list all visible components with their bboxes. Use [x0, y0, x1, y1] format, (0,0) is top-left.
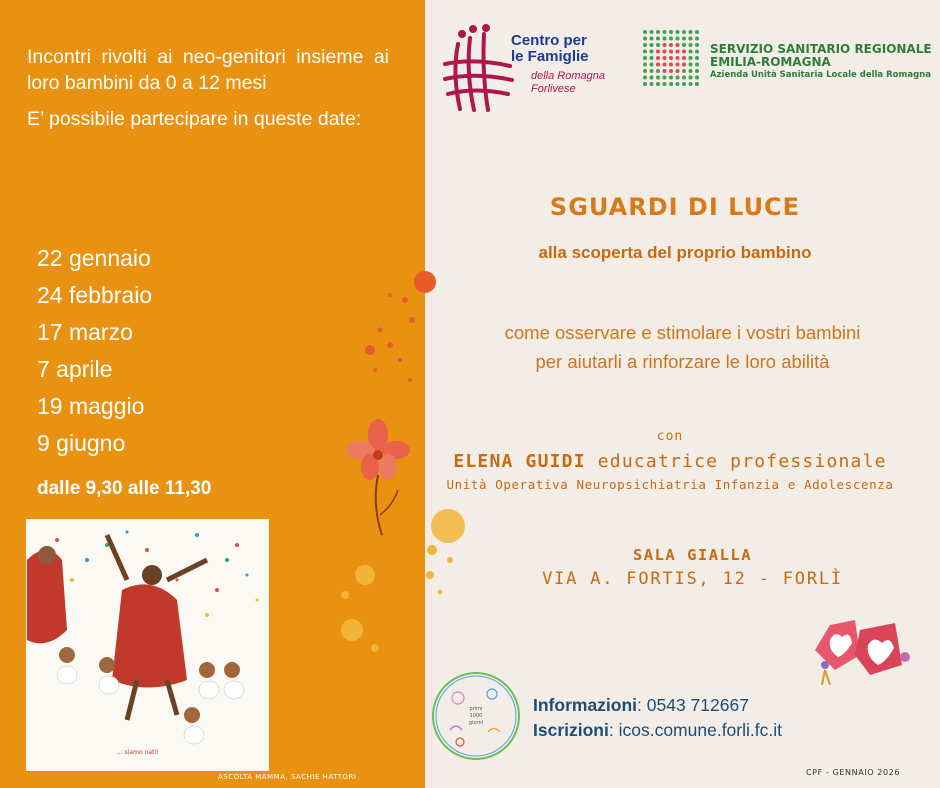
event-title: SGUARDI DI LUCE [549, 193, 801, 221]
event-subtitle: alla scoperta del proprio bambino [538, 243, 812, 262]
ssr-dot [695, 50, 699, 54]
date-item: 22 gennaio [37, 245, 151, 271]
ssr-dot [643, 37, 647, 41]
registration-label: Iscrizioni [533, 720, 609, 740]
cpf-logo-subtitle [531, 70, 605, 96]
ssr-line-2: EMILIA-ROMAGNA [710, 55, 831, 69]
ssr-dot [695, 43, 699, 47]
ssr-dot [682, 56, 686, 60]
ssr-dot [643, 30, 647, 34]
date-item: 9 giugno [37, 430, 126, 456]
ssr-dot [695, 63, 699, 67]
ssr-dot [669, 82, 673, 86]
info-phone[interactable]: 0543 712667 [641, 695, 749, 715]
description-line-1: come osservare e stimolare i vostri bambini [504, 322, 861, 343]
ssr-dot [656, 43, 660, 47]
ssr-dot [663, 56, 667, 60]
ssr-dot [643, 76, 647, 80]
ssr-dot [663, 50, 667, 54]
ssr-logo-text [710, 43, 932, 82]
intro-text [27, 44, 389, 142]
registration-website[interactable]: icos.comune.forli.fc.it [613, 720, 782, 740]
cpf-sub-line-1: della Romagna [531, 70, 605, 82]
date-item: 17 marzo [37, 319, 133, 345]
ssr-dot [669, 76, 673, 80]
description-line-2: per aiutarli a rinforzare le loro abilità [535, 351, 830, 372]
cpf-title-line-1: Centro per [511, 32, 587, 49]
ssr-dot [643, 43, 647, 47]
date-item: 7 aprile [37, 356, 113, 382]
ssr-dot [656, 37, 660, 41]
ssr-dot [643, 50, 647, 54]
ssr-dot [650, 76, 654, 80]
ssr-dot [676, 30, 680, 34]
intro-line-1: Incontri rivolti ai neo-genitori insieme ai loro bambini da 0 a 12 mesi [27, 46, 389, 94]
venue-address: VIA A. FORTIS, 12 - FORLÌ [542, 569, 843, 589]
ssr-dot [682, 76, 686, 80]
ssr-dot [663, 76, 667, 80]
cpf-title-line-2: le Famiglie [511, 48, 589, 65]
ssr-dot [663, 30, 667, 34]
info-label: Informazioni [533, 695, 638, 715]
ssr-dot [689, 82, 693, 86]
dates-list [37, 240, 152, 462]
ssr-dot [689, 50, 693, 54]
ssr-dot [656, 30, 660, 34]
ssr-dot [650, 30, 654, 34]
ssr-dot [643, 82, 647, 86]
ssr-dot [650, 43, 654, 47]
cpf-sub-line-2: Forlivese [531, 83, 576, 95]
ssr-dot [650, 82, 654, 86]
ssr-line-1: SERVIZIO SANITARIO REGIONALE [710, 42, 932, 56]
ssr-dot [676, 56, 680, 60]
ssr-dot [650, 50, 654, 54]
ssr-dot [650, 37, 654, 41]
hearts-decoration [810, 615, 920, 695]
info-row: Informazioni: 0543 712667 [533, 695, 749, 715]
ssr-dot [643, 56, 647, 60]
ssr-dot [682, 43, 686, 47]
ssr-dot [695, 82, 699, 86]
ssr-logo-icon [641, 28, 701, 88]
ssr-dot [689, 76, 693, 80]
ssr-dot [695, 76, 699, 80]
ssr-dot [656, 56, 660, 60]
ssr-dot [676, 76, 680, 80]
ssr-dot [643, 63, 647, 67]
ssr-dot [689, 37, 693, 41]
ssr-dot [695, 69, 699, 73]
ssr-dot [669, 63, 673, 67]
illustration-caption: ... siamo nati! [117, 749, 159, 756]
ssr-dot [682, 69, 686, 73]
primi-1000-giorni-logo-icon [430, 670, 522, 762]
ssr-dot [663, 43, 667, 47]
ssr-dot [663, 63, 667, 67]
ssr-dot [669, 69, 673, 73]
ssr-dot [656, 76, 660, 80]
ssr-dot [650, 63, 654, 67]
ssr-dot [669, 37, 673, 41]
ssr-dot [656, 82, 660, 86]
ssr-dot [669, 30, 673, 34]
ssr-dot [695, 30, 699, 34]
ssr-dot [695, 56, 699, 60]
ssr-dot [676, 50, 680, 54]
time-range: dalle 9,30 alle 11,30 [37, 478, 212, 499]
ssr-dot [676, 37, 680, 41]
ssr-dot [682, 50, 686, 54]
ssr-dot [676, 43, 680, 47]
ssr-dot [656, 50, 660, 54]
ssr-dot [689, 56, 693, 60]
speaker-role: educatrice professionale [585, 451, 887, 472]
ssr-dot [676, 63, 680, 67]
circle-logo-line-1: primi [469, 706, 483, 712]
with-label: con [656, 429, 684, 444]
book-illustration [26, 519, 269, 771]
ssr-dot [663, 82, 667, 86]
ssr-dot [689, 63, 693, 67]
ssr-dot [650, 56, 654, 60]
venue-name: SALA GIALLA [632, 546, 753, 564]
ssr-dot [669, 50, 673, 54]
footer-note: CPF - GENNAIO 2026 [806, 768, 901, 777]
ssr-dot [682, 37, 686, 41]
ssr-dot [689, 69, 693, 73]
dancing-family-illustration [27, 520, 268, 770]
ssr-line-3: Azienda Unità Sanitaria Locale della Romagna [710, 70, 931, 80]
date-item: 24 febbraio [37, 282, 153, 308]
circle-logo-line-3: giorni [468, 720, 484, 726]
ssr-dot [669, 43, 673, 47]
event-description [430, 318, 935, 376]
ssr-dot [650, 69, 654, 73]
ssr-dot [682, 30, 686, 34]
intro-line-2: E’ possibile partecipare in queste date: [27, 108, 362, 130]
ssr-dot [669, 56, 673, 60]
cpf-logo-title [511, 33, 589, 65]
ssr-dot [643, 69, 647, 73]
speaker-unit: Unità Operativa Neuropsichiatria Infanzia e Adolescenza [446, 477, 894, 492]
ssr-dot [695, 37, 699, 41]
speaker-name: ELENA GUIDI [453, 451, 586, 472]
contact-info [533, 693, 782, 743]
ssr-dot [682, 82, 686, 86]
ssr-dot [676, 82, 680, 86]
ssr-dot [676, 69, 680, 73]
ssr-dot [656, 63, 660, 67]
ssr-dot [663, 37, 667, 41]
circle-logo-line-2: 1000 [469, 713, 483, 719]
ssr-dot [689, 30, 693, 34]
ssr-dot [689, 43, 693, 47]
registration-row: Iscrizioni: icos.comune.forli.fc.it [533, 720, 782, 740]
ssr-dot [663, 69, 667, 73]
illustration-credit: ASCOLTA MAMMA, SACHIE HATTORI [218, 773, 357, 781]
speaker-line [425, 451, 915, 472]
date-item: 19 maggio [37, 393, 145, 419]
ssr-dot [656, 69, 660, 73]
ssr-dot [682, 63, 686, 67]
